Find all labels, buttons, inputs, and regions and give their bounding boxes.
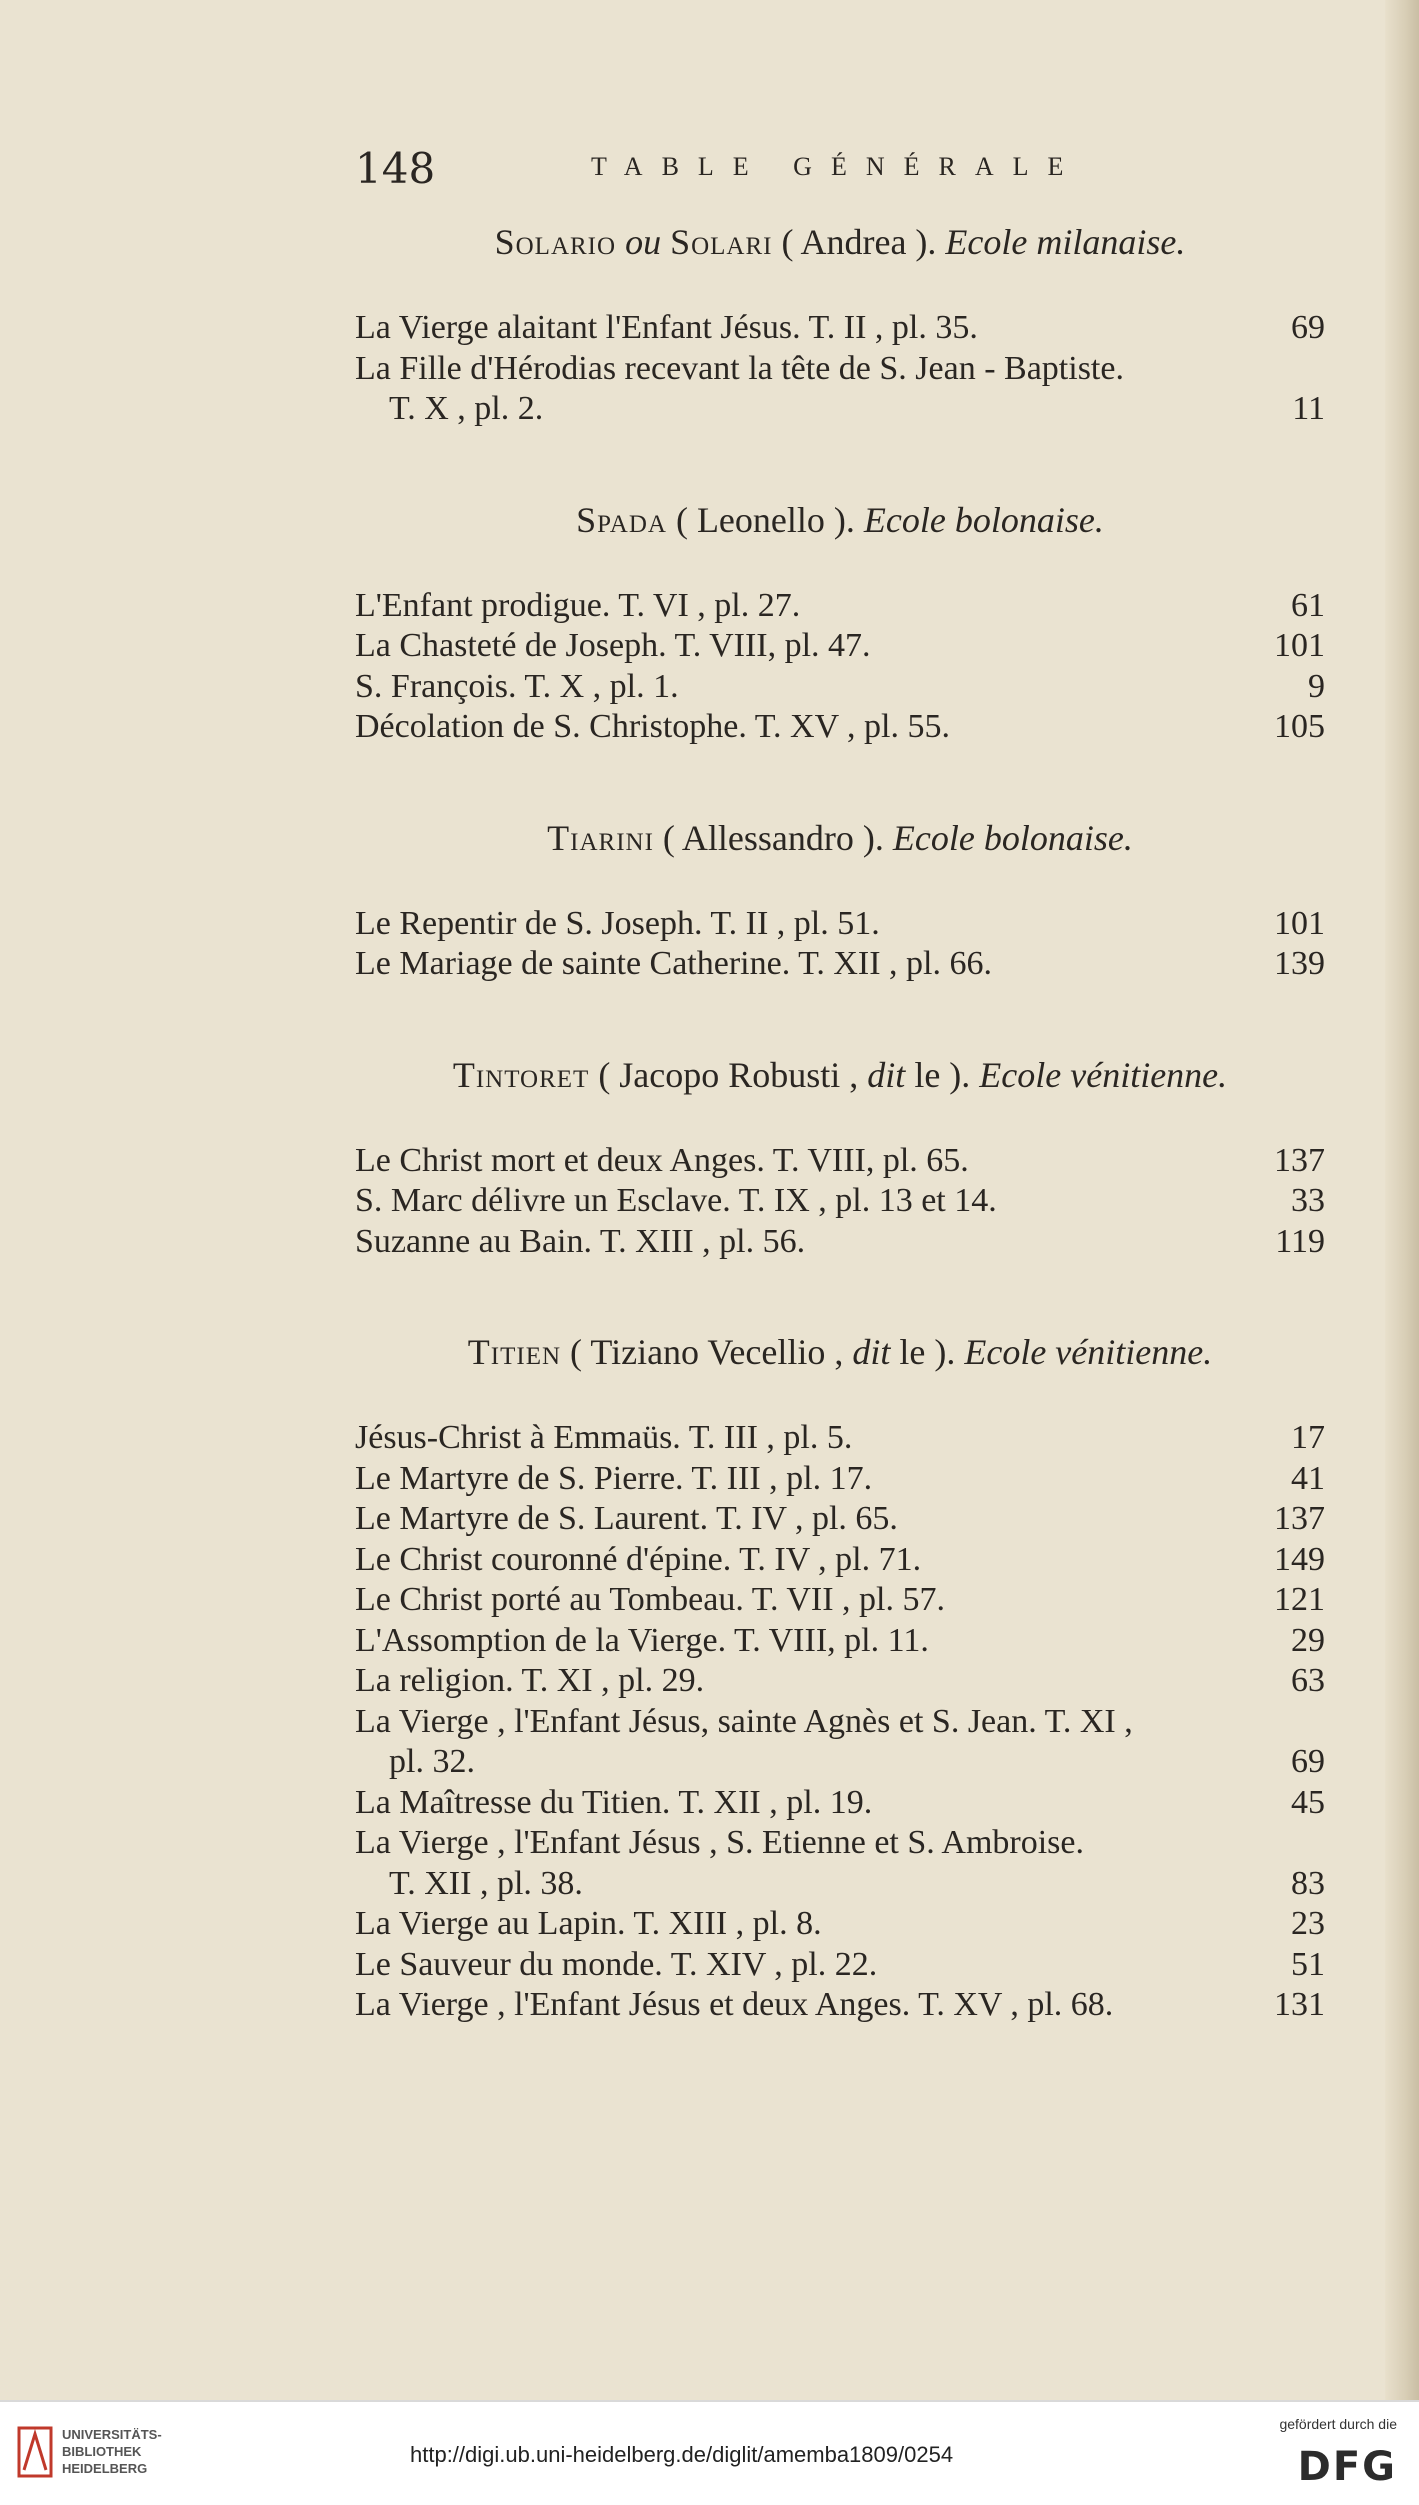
page-edge (1385, 0, 1419, 2400)
index-entry (355, 1621, 1325, 1662)
entry-title: La religion. T. XI , pl. 29. (355, 1662, 705, 1699)
section-heading (355, 1320, 1325, 1384)
entry-page: 61 (1291, 586, 1325, 624)
entry-page: 83 (1291, 1864, 1325, 1902)
entry-page: 63 (1291, 1662, 1325, 1699)
artist-name: Titien (467, 1332, 562, 1372)
artist-section (355, 210, 1325, 430)
entry-page: 29 (1291, 1621, 1325, 1659)
entry-list (355, 1418, 1325, 2026)
entry-page: 69 (1291, 1743, 1325, 1780)
index-entry (355, 1702, 1325, 1783)
given-name-end: le ). (899, 1332, 956, 1372)
entry-page: 119 (1275, 1222, 1325, 1260)
entry-list (355, 586, 1325, 748)
entry-page: 23 (1291, 1905, 1325, 1942)
dit-word: dit (852, 1332, 891, 1372)
entry-title: Le Martyre de S. Pierre. T. III , pl. 17. (355, 1459, 873, 1497)
entry-title: La Maîtresse du Titien. T. XII , pl. 19. (355, 1783, 873, 1821)
entry-page: 101 (1274, 904, 1325, 942)
given-name: ( Jacopo Robusti , (598, 1054, 859, 1095)
index-entry (355, 349, 1325, 430)
entry-title: Le Martyre de S. Laurent. T. IV , pl. 65. (355, 1500, 898, 1537)
artist-name: Tintoret (452, 1054, 590, 1095)
artist-section (355, 806, 1325, 985)
entry-list (355, 1141, 1325, 1263)
conjunction: ou (625, 222, 662, 262)
running-title: TABLE GÉNÉRALE (591, 152, 1083, 181)
sponsor-label: gefördert durch die (1279, 2416, 1397, 2432)
artist-name: Tiarini (547, 817, 654, 858)
artist-name: Spada (576, 499, 667, 540)
index-entry (355, 667, 1325, 708)
library-line: HEIDELBERG (62, 2461, 148, 2476)
index-entry (355, 308, 1325, 349)
permalink-url[interactable]: http://digi.ub.uni-heidelberg.de/diglit/amemba1809/0254 (410, 2442, 954, 2467)
entry-page: 121 (1274, 1581, 1325, 1618)
entry-page: 131 (1274, 1986, 1325, 2023)
index-entry (355, 1459, 1325, 1500)
entry-title: La Vierge alaitant l'Enfant Jésus. T. II , pl. 35. (355, 309, 978, 346)
entry-title: L'Enfant prodigue. T. VI , pl. 27. (355, 586, 801, 624)
index-entry (355, 1945, 1325, 1986)
entry-title: Le Christ couronné d'épine. T. IV , pl. 71. (355, 1540, 922, 1578)
entry-page: 69 (1291, 309, 1325, 346)
entry-title: Jésus-Christ à Emmaüs. T. III , pl. 5. (355, 1419, 853, 1456)
entry-title: S. Marc délivre un Esclave. T. IX , pl. 13 et 14. (355, 1182, 997, 1219)
entry-continuation: T. XII , pl. 38. (389, 1864, 583, 1902)
entry-title: La Vierge , l'Enfant Jésus, sainte Agnès et S. Jean. T. XI , (355, 1702, 1133, 1740)
entry-list (355, 308, 1325, 430)
viewer-footer (0, 2400, 1419, 2505)
entry-page: 51 (1291, 1945, 1325, 1983)
artist-name: Solario (494, 222, 617, 262)
artist-section (355, 1320, 1325, 2026)
index-entry (355, 1904, 1325, 1945)
entry-page: 105 (1274, 708, 1325, 745)
entry-title: La Vierge , l'Enfant Jésus et deux Anges. T. XV , pl. 68. (355, 1986, 1114, 2023)
library-name (62, 2426, 162, 2477)
entry-title: S. François. T. X , pl. 1. (355, 667, 679, 705)
given-name-end: le ). (914, 1054, 971, 1095)
entry-continuation: pl. 32. (389, 1743, 475, 1780)
school-name: Ecole milanaise. (945, 222, 1186, 262)
entry-page: 149 (1274, 1540, 1325, 1578)
index-entry (355, 1580, 1325, 1621)
index-entry (355, 586, 1325, 627)
index-entry (355, 1499, 1325, 1540)
entry-title: Le Sauveur du monde. T. XIV , pl. 22. (355, 1945, 878, 1983)
entry-title: La Vierge au Lapin. T. XIII , pl. 8. (355, 1905, 822, 1942)
given-name: ( Tiziano Vecellio , (570, 1332, 844, 1372)
entry-title: Le Christ mort et deux Anges. T. VIII, pl. 65. (355, 1141, 969, 1179)
artist-section (355, 488, 1325, 748)
library-line: UNIVERSITÄTS- (62, 2427, 162, 2442)
entry-page: 101 (1274, 627, 1325, 664)
library-line: BIBLIOTHEK (62, 2444, 142, 2459)
entry-page: 17 (1291, 1419, 1325, 1456)
school-name: Ecole vénitienne. (979, 1054, 1228, 1095)
index-entry (355, 904, 1325, 945)
entry-title: La Chasteté de Joseph. T. VIII, pl. 47. (355, 627, 871, 664)
given-name: ( Allessandro ). (662, 817, 884, 858)
dfg-logo: DFG (1297, 2444, 1397, 2490)
school-name: Ecole vénitienne. (964, 1332, 1213, 1372)
entry-title: Le Mariage de sainte Catherine. T. XII , pl. 66. (355, 945, 992, 982)
entry-page: 41 (1291, 1459, 1325, 1497)
section-heading (355, 210, 1325, 274)
entry-title: Suzanne au Bain. T. XIII , pl. 56. (355, 1222, 806, 1260)
entry-page: 137 (1274, 1141, 1325, 1179)
section-heading (355, 1043, 1325, 1107)
page-number: 148 (355, 144, 436, 193)
entry-title: L'Assomption de la Vierge. T. VIII, pl. 11. (355, 1621, 929, 1659)
entry-title: La Fille d'Hérodias recevant la tête de S. Jean - Baptiste. (355, 349, 1124, 387)
entry-title: Le Repentir de S. Joseph. T. II , pl. 51. (355, 904, 880, 942)
school-name: Ecole bolonaise. (863, 499, 1104, 540)
index-entry (355, 707, 1325, 748)
university-library-logo-icon (16, 2422, 54, 2482)
entry-page: 11 (1292, 390, 1325, 427)
index-entry (355, 1418, 1325, 1459)
index-entry (355, 1985, 1325, 2026)
section-heading (355, 488, 1325, 552)
entry-title: Décolation de S. Christophe. T. XV , pl. 55. (355, 708, 950, 745)
entry-page: 9 (1308, 667, 1325, 705)
index-content (355, 210, 1325, 2084)
entry-title: La Vierge , l'Enfant Jésus , S. Etienne et S. Ambroise. (355, 1824, 1084, 1861)
index-entry (355, 1540, 1325, 1581)
entry-page: 45 (1291, 1783, 1325, 1821)
school-name: Ecole bolonaise. (892, 817, 1133, 858)
given-name: ( Andrea ). (781, 222, 937, 262)
artist-alt-name: Solari (670, 222, 773, 262)
section-heading (355, 806, 1325, 870)
index-entry (355, 1141, 1325, 1182)
index-entry (355, 1823, 1325, 1904)
entry-page: 33 (1291, 1182, 1325, 1219)
dit-word: dit (867, 1054, 906, 1095)
entry-page: 139 (1274, 945, 1325, 982)
entry-page: 137 (1274, 1500, 1325, 1537)
index-entry (355, 1783, 1325, 1824)
entry-list (355, 904, 1325, 985)
index-entry (355, 1222, 1325, 1263)
index-entry (355, 626, 1325, 667)
artist-section (355, 1043, 1325, 1263)
index-entry (355, 1181, 1325, 1222)
entry-title: Le Christ porté au Tombeau. T. VII , pl. 57. (355, 1581, 946, 1618)
given-name: ( Leonello ). (675, 499, 855, 540)
entry-continuation: T. X , pl. 2. (389, 390, 544, 427)
index-entry (355, 944, 1325, 985)
index-entry (355, 1661, 1325, 1702)
